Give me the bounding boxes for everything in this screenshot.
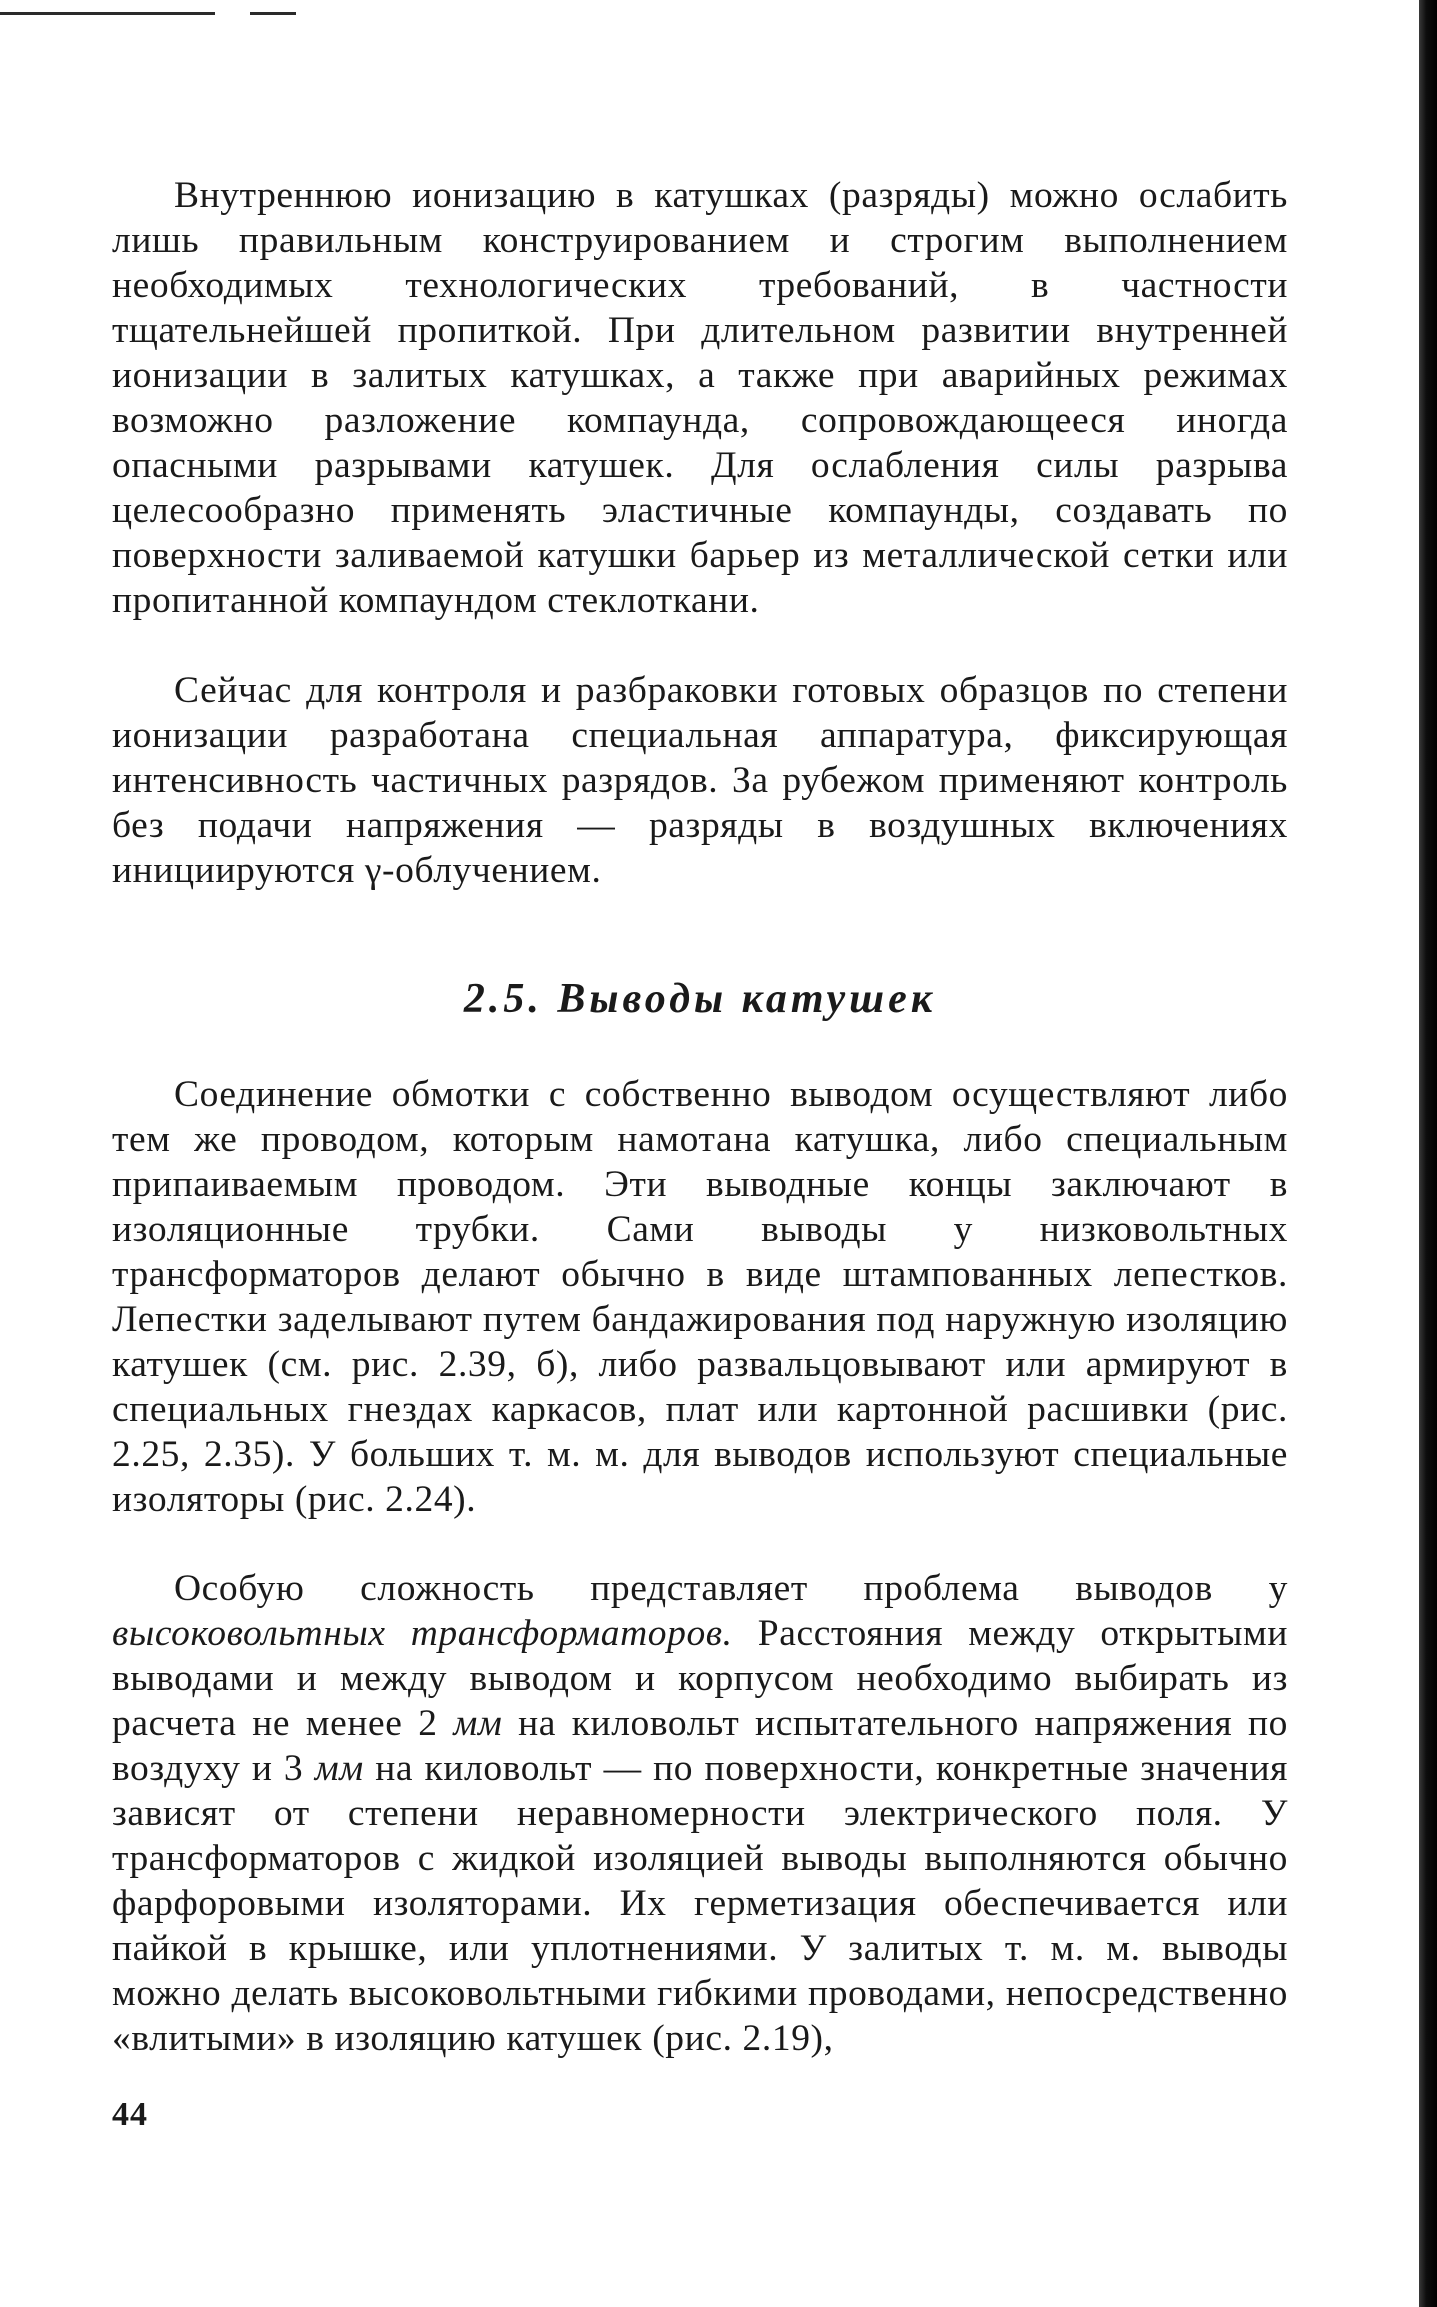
- paragraph-ionization-control: [112, 668, 1288, 893]
- paragraph-text: Сейчас для контроля и разбраковки готовых образцов по степени ионизации разработана специальная аппаратура, фиксирующая интенсивность частичных разрядов. За рубежом применяют контроль без подачи напряжения — разряды в воздушных включениях инициируются γ-облучением.: [112, 670, 1288, 891]
- paragraph-text: Внутреннюю ионизацию в катушках (разряды) можно ослабить лишь правильным конструированием и строгим выполнением необходимых технологических требований, в частности тщательнейшей пропиткой. При длительном развитии внутренней ионизации в залитых катушках, а также при аварийных режимах возможно разложение компаунда, сопровождающееся иногда опасными разрывами катушек. Для ослабления силы разрыва целесообразно применять эластичные компаунды, создавать по поверхности заливаемой катушки барьер из металлической сетки или пропитанной компаундом стеклоткани.: [112, 175, 1288, 621]
- paragraph-high-voltage-leads: [112, 1566, 1288, 2061]
- section-heading: 2.5. Выводы катушек: [463, 976, 937, 1022]
- paragraph-internal-ionization: [112, 173, 1288, 623]
- text-run: на киловольт испытательного напряжения по воздуху и 3: [112, 1703, 1288, 1789]
- text-run: Расстояния между открытыми выводами и между выводом и корпусом необходимо выбирать из расчета не менее 2: [112, 1613, 1289, 1744]
- paragraph-winding-connection: [112, 1072, 1288, 1522]
- top-rule: [0, 12, 215, 15]
- italic-term: высоковольтных трансформаторов.: [112, 1613, 733, 1654]
- top-rule-short: [250, 12, 296, 15]
- paragraph-text: Соединение обмотки с собственно выводом осуществляют либо тем же проводом, которым намотана катушка, либо специальным припаиваемым проводом. Эти выводные концы заключают в изоляционные трубки. Сами выводы у низковольтных трансформаторов делают обычно в виде штампованных лепестков. Лепестки заделывают путем бандажирования под наружную изоляцию катушек (см. рис. 2.39, б), либо развальцовывают или армируют в специальных гнездах каркасов, плат или картонной расшивки (рис. 2.25, 2.35). У больших т. м. м. для выводов используют специальные изоляторы (рис. 2.24).: [112, 1074, 1288, 1520]
- paragraph-text: [112, 1566, 1288, 2061]
- page-number: 44: [112, 2096, 148, 2133]
- unit-mm: мм: [453, 1703, 503, 1744]
- page-edge-shadow: [1419, 0, 1437, 2307]
- unit-mm: мм: [314, 1748, 364, 1789]
- text-run: Особую сложность представляет проблема выводов у: [174, 1568, 1288, 1609]
- text-run: на киловольт — по поверхности, конкретные значения зависят от степени неравномерности электрического поля. У трансформаторов с жидкой изоляцией выводы выполняются обычно фарфоровыми изоляторами. Их герметизация обеспечивается или пайкой в крышке, или уплотнениями. У залитых т. м. м. выводы можно делать высоковольтными гибкими проводами, непосредственно «влитыми» в изоляцию катушек (рис. 2.19),: [112, 1748, 1288, 2059]
